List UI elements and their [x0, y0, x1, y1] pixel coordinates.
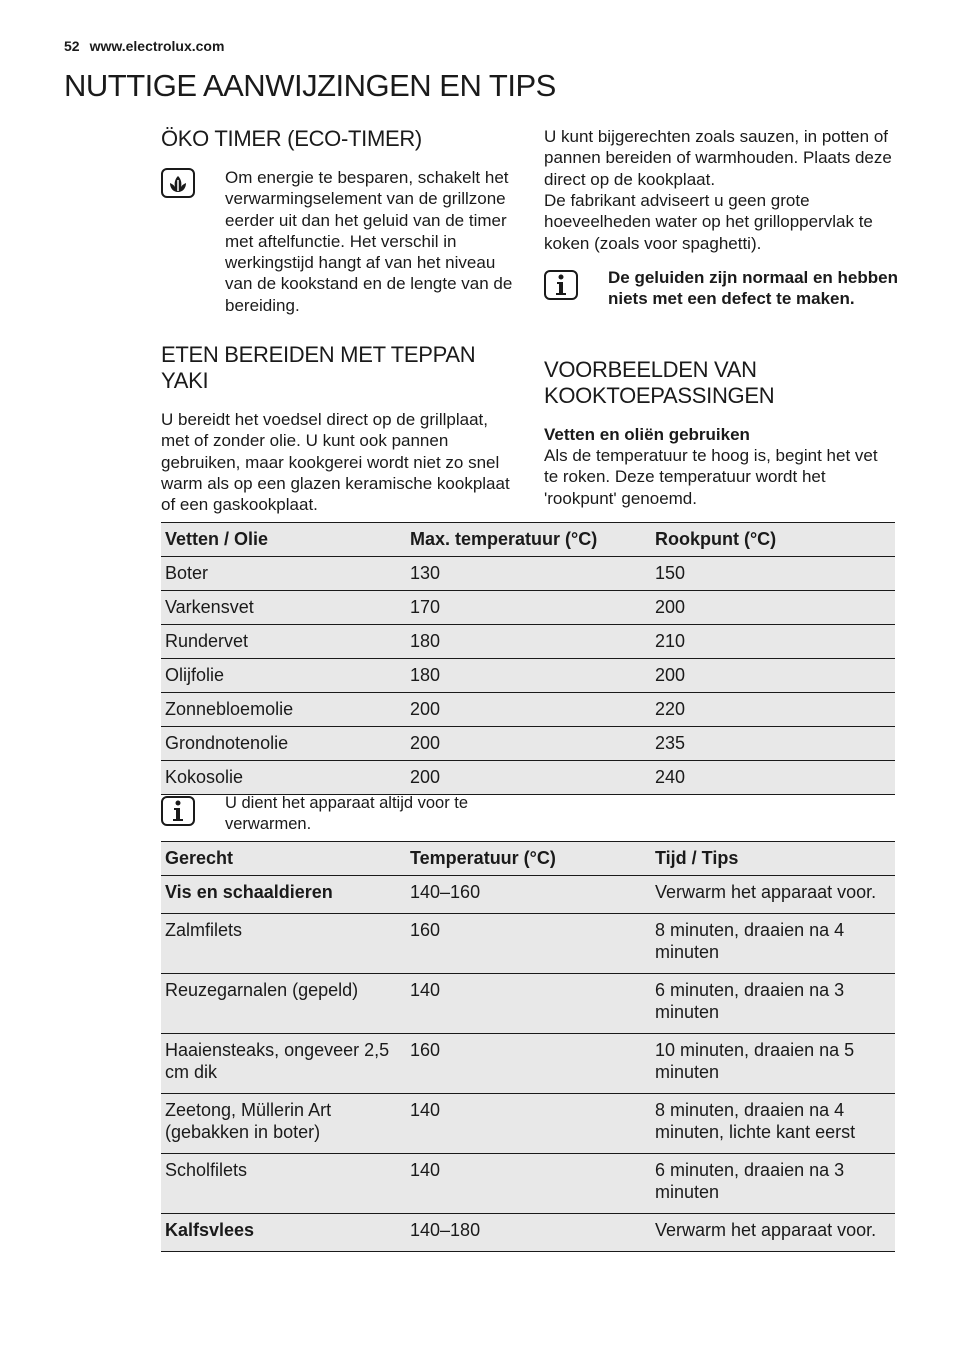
website: www.electrolux.com [89, 38, 225, 54]
table-cell: 140 [406, 1094, 651, 1154]
table-cell: Verwarm het apparaat voor. [651, 876, 895, 914]
preheat-note: U dient het apparaat altijd voor te verwarmen. [225, 794, 469, 834]
fats-table [161, 522, 895, 795]
page-number: 52 [64, 38, 80, 54]
sounds-note: De geluiden zijn normaal en hebben niets met een defect te maken. [608, 268, 898, 309]
side-dishes-text: U kunt bijgerechten zoals sauzen, in potten of pannen bereiden of warmhouden. Plaats deze direct op de kookplaat. [544, 127, 892, 189]
info-icon [544, 270, 578, 300]
teppan-heading: ETEN BEREIDEN MET TEPPAN YAKI [161, 342, 476, 393]
table-cell: Vis en schaaldieren [161, 876, 406, 914]
table-row [161, 693, 895, 727]
eco-leaf-icon [161, 168, 195, 198]
eco-timer-heading: ÖKO TIMER (ECO-TIMER) [161, 126, 422, 151]
table-cell: Kalfsvlees [161, 1214, 406, 1252]
table-cell: Zonnebloemolie [161, 693, 406, 727]
table-row [161, 761, 895, 795]
table-cell: 200 [406, 727, 651, 761]
table-cell: 130 [406, 557, 651, 591]
table-cell: 200 [651, 659, 895, 693]
table-row [161, 625, 895, 659]
table-cell: 240 [651, 761, 895, 795]
table-cell: 220 [651, 693, 895, 727]
table-row [161, 974, 895, 1034]
table-cell: 6 minuten, draaien na 3 minuten [651, 1154, 895, 1214]
column-header: Gerecht [161, 842, 406, 876]
table-cell: Varkensvet [161, 591, 406, 625]
table-cell: 140 [406, 1154, 651, 1214]
table-row [161, 1154, 895, 1214]
table-cell: Verwarm het apparaat voor. [651, 1214, 895, 1252]
column-header: Temperatuur (°C) [406, 842, 651, 876]
column-header: Vetten / Olie [161, 523, 406, 557]
eco-timer-text: Om energie te besparen, schakelt het verwarmingselement van de grillzone eerder uit dan het geluid van de timer met aftelfunctie. Het verschil in werkingstijd hangt af van het niveau van de kookstand en de lengte van de bereiding. [225, 168, 513, 315]
table-cell: Zalmfilets [161, 914, 406, 974]
table-cell: 170 [406, 591, 651, 625]
table-row [161, 727, 895, 761]
fats-subheading: Vetten en oliën gebruiken [544, 425, 750, 444]
column-header: Tijd / Tips [651, 842, 895, 876]
table-row [161, 1214, 895, 1252]
table-row [161, 1094, 895, 1154]
table-row [161, 876, 895, 914]
table-cell: Boter [161, 557, 406, 591]
info-icon [161, 796, 195, 826]
table-cell: 160 [406, 1034, 651, 1094]
table-row [161, 1034, 895, 1094]
table-cell: Kokosolie [161, 761, 406, 795]
table-cell: 8 minuten, draaien na 4 minuten [651, 914, 895, 974]
table-cell: 200 [406, 693, 651, 727]
dishes-table [161, 841, 895, 1252]
table-row [161, 659, 895, 693]
table-cell: Reuzegarnalen (gepeld) [161, 974, 406, 1034]
page-header [64, 38, 224, 54]
table-cell: Olijfolie [161, 659, 406, 693]
table-row [161, 914, 895, 974]
table-cell: Grondnotenolie [161, 727, 406, 761]
table-cell: 235 [651, 727, 895, 761]
teppan-text: U bereidt het voedsel direct op de grillplaat, met of zonder olie. U kunt ook pannen gebruiken, maar kookgerei wordt niet zo snel warm als op een glazen keramische kookplaat of een gaskookplaat. [161, 410, 510, 515]
table-cell: 140 [406, 974, 651, 1034]
smoke-point-text: Als de temperatuur te hoog is, begint het vet te roken. Deze temperatuur wordt het 'rookpunt' genoemd. [544, 446, 878, 508]
table-cell: Rundervet [161, 625, 406, 659]
table-cell: 210 [651, 625, 895, 659]
table-cell: 150 [651, 557, 895, 591]
column-header: Max. temperatuur (°C) [406, 523, 651, 557]
table-cell: Haaiensteaks, ongeveer 2,5 cm dik [161, 1034, 406, 1094]
table-cell: 8 minuten, draaien na 4 minuten, lichte kant eerst [651, 1094, 895, 1154]
water-advice-text: De fabrikant adviseert u geen grote hoeveelheden water op het grilloppervlak te koken (zoals voor spaghetti). [544, 191, 873, 253]
table-row [161, 591, 895, 625]
table-cell: 140–180 [406, 1214, 651, 1252]
table-cell: 160 [406, 914, 651, 974]
table-cell: 200 [651, 591, 895, 625]
table-cell: 6 minuten, draaien na 3 minuten [651, 974, 895, 1034]
table-cell: 200 [406, 761, 651, 795]
table-cell: 180 [406, 659, 651, 693]
table-cell: 140–160 [406, 876, 651, 914]
table-cell: 180 [406, 625, 651, 659]
table-row [161, 557, 895, 591]
table-cell: 10 minuten, draaien na 5 minuten [651, 1034, 895, 1094]
table-header-row [161, 523, 895, 557]
table-header-row [161, 842, 895, 876]
examples-heading: VOORBEELDEN VAN KOOKTOEPASSINGEN [544, 357, 775, 408]
column-header: Rookpunt (°C) [651, 523, 895, 557]
table-cell: Zeetong, Müllerin Art (gebakken in boter) [161, 1094, 406, 1154]
table-cell: Scholfilets [161, 1154, 406, 1214]
page-title: NUTTIGE AANWIJZINGEN EN TIPS [64, 68, 556, 103]
